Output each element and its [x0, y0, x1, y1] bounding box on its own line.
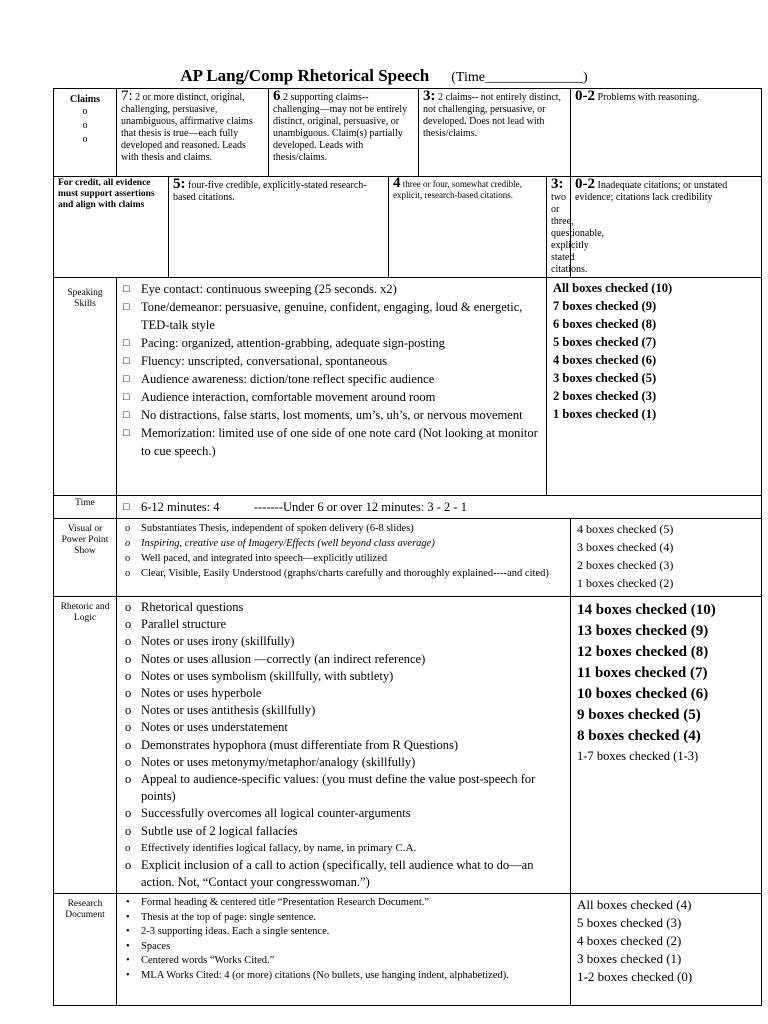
checklist-item[interactable]: o Demonstrates hypophora (must differentiate from R Questions): [119, 737, 568, 754]
score-line: All boxes checked (10): [553, 281, 673, 295]
score-line: 5 boxes checked (7): [553, 335, 657, 349]
checklist-item[interactable]: o Clear, Visible, Easily Understood (graphs/charts carefully and thoroughly explained----and cited): [119, 566, 568, 581]
rhetoric-label: Rhetoric and Logic: [54, 597, 117, 894]
claims-7-score: 7:: [121, 88, 133, 104]
time-checklist: [119, 498, 759, 516]
checklist-item[interactable]: o Successfully overcomes all logical counter-arguments: [119, 805, 568, 822]
checklist-item[interactable]: • Spaces: [119, 940, 568, 955]
claims-6-cell: [269, 89, 419, 177]
checklist-item[interactable]: • Centered words “Works Cited.”: [119, 954, 568, 969]
evidence-5-text: four-five credible, explicitly-stated research-based citations.: [173, 180, 367, 203]
claims-row: [54, 89, 762, 177]
score-line: 1-7 boxes checked (1-3): [577, 749, 699, 763]
rhetoric-row: [54, 597, 762, 894]
claims-bullet: o: [82, 134, 88, 145]
score-line: 2 boxes checked (3): [553, 389, 657, 403]
score-line: 1 boxes checked (2): [577, 576, 674, 590]
evidence-row: [54, 177, 762, 278]
visual-scores-cell: [571, 519, 762, 597]
score-line: 2 boxes checked (3): [577, 558, 674, 572]
checklist-item[interactable]: o Substantiates Thesis, independent of spoken delivery (6-8 slides): [119, 521, 568, 536]
score-line: 11 boxes checked (7): [577, 665, 708, 681]
score-line: 4 boxes checked (2): [577, 933, 682, 949]
checklist-item[interactable]: □ Audience awareness: diction/tone reflect specific audience: [119, 370, 544, 388]
checklist-item[interactable]: o Notes or uses allusion —correctly (an indirect reference): [119, 651, 568, 668]
checklist-item[interactable]: □ Memorization: limited use of one side of one note card (Not looking at monitor to cue speech.): [119, 424, 544, 460]
claims-label: Claims: [70, 94, 100, 105]
time-item[interactable]: □ 6-12 minutes: 4 -------Under 6 or over 12 minutes: 3 - 2 - 1: [119, 498, 759, 516]
score-line: 12 boxes checked (8): [577, 644, 709, 660]
claims-bullet: o: [82, 106, 88, 117]
score-line: 3 boxes checked (4): [577, 540, 674, 554]
time-row: [54, 496, 762, 519]
claims-bullets: [58, 105, 112, 147]
rhetoric-items-cell: [117, 597, 571, 894]
evidence-4-cell: [389, 177, 547, 278]
score-line: 3 boxes checked (1): [577, 951, 682, 967]
research-checklist: [119, 896, 568, 983]
score-line: 8 boxes checked (4): [577, 728, 701, 744]
checklist-item[interactable]: □ Audience interaction, comfortable movement around room: [119, 388, 544, 406]
score-line: 1 boxes checked (1): [553, 407, 657, 421]
speaking-row: [54, 278, 762, 496]
checklist-item[interactable]: o Subtle use of 2 logical fallacies: [119, 823, 568, 840]
evidence-5-score: 5:: [173, 176, 186, 192]
time-label: Time: [54, 496, 117, 519]
checklist-item[interactable]: □ Fluency: unscripted, conversational, spontaneous: [119, 352, 544, 370]
checklist-item[interactable]: • MLA Works Cited: 4 (or more) citations (No bullets, use hanging indent, alphabetized).: [119, 969, 568, 984]
evidence-4-text: three or four, somewhat credible, explicit, research-based citations.: [393, 179, 522, 200]
claims-7-text: 2 or more distinct, original, challenging, persuasive, unambiguous, affirmative claims that thesis is true—each fully developed and reasoned. Leads with thesis and claims.: [121, 92, 253, 163]
checklist-item[interactable]: o Inspiring, creative use of Imagery/Effects (well beyond class average): [119, 536, 568, 551]
checklist-item[interactable]: • Formal heading & centered title “Presentation Research Document.”: [119, 896, 568, 911]
claims-3-score: 3:: [423, 88, 436, 104]
checklist-item[interactable]: □ Tone/demeanor: persuasive, genuine, confident, engaging, loud & energetic, TED-talk style: [119, 298, 544, 334]
score-line: 13 boxes checked (9): [577, 623, 709, 639]
time-cell: [117, 496, 762, 519]
checklist-item[interactable]: o Notes or uses hyperbole: [119, 685, 568, 702]
research-items-cell: [117, 894, 571, 1006]
claims-0-text: Problems with reasoning.: [597, 92, 700, 103]
evidence-0-text: Inadequate citations; or unstated evidence; citations lack credibility: [575, 180, 728, 203]
checklist-item[interactable]: • Thesis at the top of page: single sentence.: [119, 911, 568, 926]
evidence-5-cell: [169, 177, 389, 278]
score-line: 5 boxes checked (3): [577, 915, 682, 931]
research-label: Research Document: [54, 894, 117, 1006]
evidence-4-score: 4: [393, 175, 401, 191]
claims-0-score: 0-2: [575, 88, 596, 104]
rubric-table: [53, 88, 762, 1006]
score-line: 7 boxes checked (9): [553, 299, 657, 313]
research-scores-cell: [571, 894, 762, 1006]
claims-6-text: 2 supporting claims-- challenging—may not be entirely distinct, original, persuasive, or unambiguous. Claim(s) partially developed. Leads with thesis/claims.: [273, 92, 408, 163]
evidence-0-score: 0-2: [575, 176, 596, 192]
speaking-label: Speaking Skills: [54, 278, 117, 496]
checklist-item[interactable]: o Explicit inclusion of a call to action (specifically, tell audience what to do—an action. Not, “Contact your congresswoman.”): [119, 857, 568, 891]
visual-label: Visual or Power Point Show: [54, 519, 117, 597]
checklist-item[interactable]: o Notes or uses antithesis (skillfully): [119, 702, 568, 719]
checklist-item[interactable]: □ No distractions, false starts, lost moments, um’s, uh’s, or nervous movement: [119, 406, 544, 424]
claims-6-score: 6: [273, 88, 281, 104]
speaking-items-cell: [117, 278, 547, 496]
research-row: [54, 894, 762, 1006]
evidence-label: For credit, all evidence must support assertions and align with claims: [54, 177, 169, 278]
score-line: 3 boxes checked (5): [553, 371, 657, 385]
checklist-item[interactable]: o Notes or uses understatement: [119, 719, 568, 736]
claims-3-text: 2 claims-- not entirely distinct, not challenging, persuasive, or developed. Does not lead with thesis/claims.: [423, 92, 562, 139]
checklist-item[interactable]: o Notes or uses symbolism (skillfully, with subtlety): [119, 668, 568, 685]
score-line: 1-2 boxes checked (0): [577, 969, 693, 985]
rhetoric-checklist: [119, 599, 568, 891]
checklist-item[interactable]: o Notes or uses metonymy/metaphor/analogy (skillfully): [119, 754, 568, 771]
checklist-item[interactable]: o Notes or uses irony (skillfully): [119, 633, 568, 650]
speaking-checklist: [119, 280, 544, 460]
score-line: 6 boxes checked (8): [553, 317, 657, 331]
claims-7-cell: [117, 89, 269, 177]
visual-checklist: [119, 521, 568, 581]
score-line: 4 boxes checked (5): [577, 522, 674, 536]
claims-label-cell: [54, 89, 117, 177]
time-field-label: (Time______________): [451, 70, 588, 85]
header: [0, 66, 768, 86]
visual-row: [54, 519, 762, 597]
checklist-item[interactable]: o Rhetorical questions: [119, 599, 568, 616]
checklist-item[interactable]: o Appeal to audience-specific values: (you must define the value post-speech for points): [119, 771, 568, 805]
checklist-item[interactable]: o Well paced, and integrated into speech—explicitly utilized: [119, 551, 568, 566]
claims-bullet: o: [82, 120, 88, 131]
speaking-scores-cell: [547, 278, 762, 496]
score-line: 10 boxes checked (6): [577, 686, 709, 702]
checklist-item[interactable]: □ Pacing: organized, attention-grabbing, adequate sign-posting: [119, 334, 544, 352]
claims-0-cell: [571, 89, 762, 177]
checklist-item[interactable]: □ Eye contact: continuous sweeping (25 seconds. x2): [119, 280, 544, 298]
score-line: 14 boxes checked (10): [577, 602, 716, 618]
rhetoric-scores-cell: [571, 597, 762, 894]
score-line: 9 boxes checked (5): [577, 707, 701, 723]
evidence-3-score: 3:: [551, 176, 564, 192]
checklist-item[interactable]: • 2-3 supporting ideas. Each a single sentence.: [119, 925, 568, 940]
evidence-3-text: two or three, questionable, explicitly stated citations.: [551, 192, 605, 275]
visual-items-cell: [117, 519, 571, 597]
checklist-item[interactable]: o Parallel structure: [119, 616, 568, 633]
page-title: AP Lang/Comp Rhetorical Speech: [180, 66, 430, 85]
score-line: All boxes checked (4): [577, 897, 692, 913]
evidence-0-cell: [571, 177, 762, 278]
score-line: 4 boxes checked (6): [553, 353, 657, 367]
claims-3-cell: [419, 89, 571, 177]
checklist-item[interactable]: o Effectively identifies logical fallacy, by name, in primary C.A.: [119, 840, 568, 857]
